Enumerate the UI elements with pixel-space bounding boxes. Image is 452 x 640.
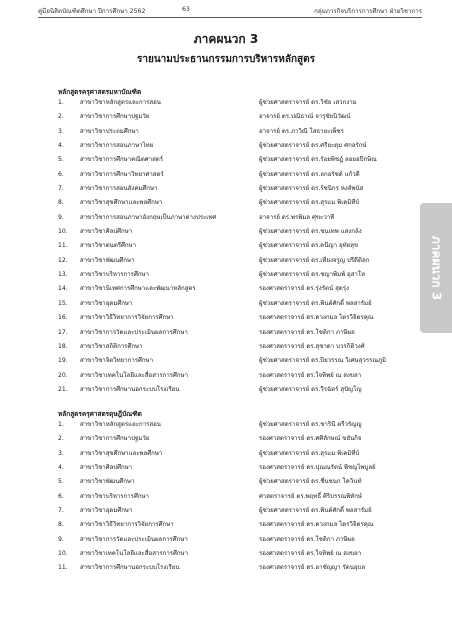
major-name: สาขาวิชานิเทศการศึกษาและพัฒนาหลักสูตร xyxy=(80,285,196,293)
major-name: สาขาวิชาพัฒนศึกษา xyxy=(80,478,135,486)
doctoral-heading: หลักสูตรครุศาสตรดุษฎีบัณฑิต xyxy=(58,410,142,418)
chair-name: รองศาสตราจารย์ ดร.สุชาดา บวรกิติวงศ์ xyxy=(259,342,365,350)
list-item xyxy=(58,239,418,253)
header-right-text: กลุ่มภารกิจบริการการศึกษา ฝ่ายวิชาการ xyxy=(314,8,422,15)
chair-name: ผู้ช่วยศาสตราจารย์ ดร.สุรแม พิเคมิที่บ์ xyxy=(259,449,360,457)
chair-name: ผู้ช่วยศาสตราจารย์ ดร.พินต์ศักดิ์ พลสารัมย์ xyxy=(259,507,372,515)
major-name: สาขาวิชาการวัดและประเมินผลการศึกษา xyxy=(80,328,188,336)
appendix-side-tab xyxy=(420,203,452,333)
list-item xyxy=(58,418,418,432)
chair-name: รองศาสตราจารย์ ดร.ใจทิพย์ ณ สงขลา xyxy=(259,550,362,558)
chair-name: ผู้ช่วยศาสตราจารย์ ดร.ศรียะดุม ศกลรักษ์ xyxy=(259,142,367,150)
item-number: 13. xyxy=(58,271,68,279)
item-number: 5. xyxy=(58,156,64,164)
chair-name: รองศาสตราจารย์ ดร.ดวงกมล ไตรวิจิตรคุณ xyxy=(259,521,374,529)
list-item xyxy=(58,518,418,532)
major-name: สาขาวิชาจิตวิทยาการศึกษา xyxy=(80,357,154,365)
chair-name: ผู้ช่วยศาสตราจารย์ ดร.ชื่นชนก โควินท์ xyxy=(259,478,362,486)
item-number: 3. xyxy=(58,127,64,135)
list-item xyxy=(58,225,418,239)
major-name: สาขาวิชาการศึกษานอกระบบโรงเรียน xyxy=(80,385,180,393)
item-number: 1. xyxy=(58,421,64,428)
item-number: 2. xyxy=(58,113,64,121)
item-number: 6. xyxy=(58,170,64,178)
chair-name: รองศาสตราจารย์ ดร.อาชัญญา รัตนอุบล xyxy=(259,564,366,572)
item-number: 11. xyxy=(58,564,68,572)
chair-name: ผู้ช่วยศาสตราจารย์ ดร.ร้ชนิกร หงส์พนัส xyxy=(259,185,364,193)
chair-name: รองศาสตราจารย์ ดร.ใจทิพย์ ณ สงขลา xyxy=(259,371,362,379)
item-number: 21. xyxy=(58,385,68,393)
item-number: 8. xyxy=(58,521,64,529)
page-number: 63 xyxy=(182,6,190,13)
list-item xyxy=(58,297,418,311)
list-item xyxy=(58,383,418,397)
page-header xyxy=(38,6,422,17)
chair-name: ผู้ช่วยศาสตราจารย์ ดร.ปิยวรรณ วิเศษสุวรรณภูมิ xyxy=(259,357,387,365)
item-number: 9. xyxy=(58,213,64,221)
side-tab-label: ภาคผนวก 3 xyxy=(429,235,444,301)
item-number: 11. xyxy=(58,242,68,250)
list-item xyxy=(58,475,418,489)
chair-name: ผู้ช่วยศาสตราจารย์ ดร.วีรฉัตร์ สุปัญโญ xyxy=(259,385,362,393)
chair-name: ผู้ช่วยศาสตราจารย์ ดร.ชนเทพ แสงกล้ง xyxy=(259,228,362,236)
chair-name: รองศาสตราจารย์ ดร.รุ่งรัตน์ สุดรุ่ง xyxy=(259,285,350,293)
item-number: 4. xyxy=(58,142,64,150)
masters-list xyxy=(58,96,418,397)
item-number: 7. xyxy=(58,507,64,515)
list-item xyxy=(58,504,418,518)
item-number: 8. xyxy=(58,199,64,207)
list-item xyxy=(58,533,418,547)
chair-name: รองศาสตราจารย์ ดร.ดวงกมล ไตรวิจิตรคุณ xyxy=(259,314,374,322)
list-item xyxy=(58,139,418,153)
list-item xyxy=(58,490,418,504)
item-number: 15. xyxy=(58,299,68,307)
major-name: สาขาวิชาหลักสูตรและการสอน xyxy=(80,421,161,428)
list-item xyxy=(58,153,418,167)
chair-name: รองศาสตราจารย์ ดร.โชติกา ภาษีผล xyxy=(259,535,355,543)
chair-name: ผู้ช่วยศาสตราจารย์ ดร.วิชัย เสวกงาม xyxy=(259,99,357,106)
chair-name: อาจารย์ ดร.พรพิมล ศุขะวาที xyxy=(259,213,335,221)
list-item xyxy=(58,340,418,354)
major-name: สาขาวิชาประถมศึกษา xyxy=(80,127,139,135)
major-name: สาขาวิชาเทคโนโลยีและสื่อสารการศึกษา xyxy=(80,550,189,558)
major-name: สาขาวิชาพัฒนศึกษา xyxy=(80,256,135,264)
major-name: สาขาวิชาการวัดและประเมินผลการศึกษา xyxy=(80,535,188,543)
chair-name: รองศาสตราจารย์ ดร.ปุณณรัตน์ พิชญไพบูลย์ xyxy=(259,464,376,472)
chair-name: ผู้ช่วยศาสตราจารย์ ดร.ชารินี ตรีวรัญญู xyxy=(259,421,362,428)
item-number: 3. xyxy=(58,449,64,457)
chair-name: รองศาสตราจารย์ ดร.ศศิลักษณ์ ขยันกิจ xyxy=(259,435,362,443)
list-item xyxy=(58,282,418,296)
major-name: สาขาวิชาสถิติการศึกษา xyxy=(80,342,143,350)
item-number: 7. xyxy=(58,185,64,193)
chair-name: ผู้ช่วยศาสตราจารย์ ดร.สุรแม พิเคมิที่บ์ xyxy=(259,199,360,207)
list-item xyxy=(58,96,418,110)
major-name: สาขาวิชาดนตรีศึกษา xyxy=(80,242,137,250)
list-item xyxy=(58,125,418,139)
major-name: สาขาวิชาบริหารการศึกษา xyxy=(80,271,149,279)
item-number: 18. xyxy=(58,342,68,350)
chair-name: ผู้ช่วยศาสตราจารย์ ดร.ดนีญา อุทัยสุข xyxy=(259,242,359,250)
major-name: สาขาวิชาสุขศึกษาและพลศึกษา xyxy=(80,199,163,207)
chair-name: ผู้ช่วยศาสตราจารย์ ดร.เที่ยงจรูญ ปรีดีติลก xyxy=(259,256,370,264)
list-item xyxy=(58,547,418,561)
major-name: สาขาวิชาวิธีวิทยาการวิจัยการศึกษา xyxy=(80,521,174,529)
list-item xyxy=(58,432,418,446)
item-number: 9. xyxy=(58,535,64,543)
list-item xyxy=(58,211,418,225)
major-name: สาขาวิชาอุดมศึกษา xyxy=(80,299,133,307)
list-item xyxy=(58,326,418,340)
list-item xyxy=(58,268,418,282)
list-item xyxy=(58,447,418,461)
chair-name: อาจารย์ ดร.ภาวิณี โสธายะเพ็ชร xyxy=(259,127,344,135)
item-number: 10. xyxy=(58,228,68,236)
chair-name: ผู้ช่วยศาสตราจารย์ ดร.ร้อยพิชฎ์ ลอยอปีกษิณ xyxy=(259,156,377,164)
major-name: สาขาวิชาการสอนภาษาไทย xyxy=(80,142,154,150)
list-item xyxy=(58,168,418,182)
list-item xyxy=(58,369,418,383)
major-name: สาขาวิชาการศึกษานอกระบบโรงเรียน xyxy=(80,564,180,572)
major-name: สาขาวิชาศิลปศึกษา xyxy=(80,228,133,236)
major-name: สาขาวิชาการศึกษาปฐมวัย xyxy=(80,113,150,121)
header-rule xyxy=(38,17,422,18)
page-subtitle: รายนามประธานกรรมการบริหารหลักสูตร xyxy=(136,54,315,65)
major-name: สาขาวิชาการสอนสังคมศึกษา xyxy=(80,185,158,193)
page-title: ภาคผนวก 3 xyxy=(193,32,259,46)
major-name: สาขาวิชาวิธีวิทยาการวิจัยการศึกษา xyxy=(80,314,174,322)
header-left-text: คู่มือนิสิตบัณฑิตศึกษา ปีการศึกษา 2562 xyxy=(38,8,146,15)
item-number: 16. xyxy=(58,314,68,322)
major-name: สาขาวิชาเทคโนโลยีและสื่อสารการศึกษา xyxy=(80,371,189,379)
list-item xyxy=(58,182,418,196)
chair-name: ศาสตราจารย์ ดร.พฤทธิ์ ศิริบรรณพิทักษ์ xyxy=(259,492,362,500)
item-number: 14. xyxy=(58,285,68,293)
major-name: สาขาวิชาการศึกษาคณิตศาสตร์ xyxy=(80,156,164,164)
list-item xyxy=(58,311,418,325)
item-number: 12. xyxy=(58,256,68,264)
major-name: สาขาวิชาศิลปศึกษา xyxy=(80,464,133,472)
item-number: 19. xyxy=(58,357,68,365)
chair-name: ผู้ช่วยศาสตราจารย์ ดร.พินต์ศักดิ์ พลสารัมย์ xyxy=(259,299,372,307)
list-item xyxy=(58,461,418,475)
list-item xyxy=(58,354,418,368)
major-name: สาขาวิชาบริหารการศึกษา xyxy=(80,492,149,500)
list-item xyxy=(58,196,418,210)
item-number: 17. xyxy=(58,328,68,336)
item-number: 4. xyxy=(58,464,64,472)
major-name: สาขาวิชาการศึกษาปฐมวัย xyxy=(80,435,150,443)
item-number: 6. xyxy=(58,492,64,500)
item-number: 20. xyxy=(58,371,68,379)
major-name: สาขาวิชาอุดมศึกษา xyxy=(80,507,133,515)
item-number: 10. xyxy=(58,550,68,558)
chair-name: รองศาสตราจารย์ ดร.โชติกา ภาษีผล xyxy=(259,328,355,336)
major-name: สาขาวิชาการศึกษาวิทยาศาสตร์ xyxy=(80,170,164,178)
list-item xyxy=(58,110,418,124)
chair-name: ผู้ช่วยศาสตราจารย์ ดร.ลกอรัชด์ แก้วดี xyxy=(259,170,360,178)
chair-name: อาจารย์ ดร.ปณิธาณ์ จารุชัยนิวัฒน์ xyxy=(259,113,351,121)
major-name: สาขาวิชาหลักสูตรและการสอน xyxy=(80,99,161,106)
doctoral-list xyxy=(58,418,418,576)
item-number: 5. xyxy=(58,478,64,486)
major-name: สาขาวิชาสุขศึกษาและพลศึกษา xyxy=(80,449,163,457)
list-item xyxy=(58,561,418,575)
item-number: 2. xyxy=(58,435,64,443)
item-number: 1. xyxy=(58,99,64,106)
major-name: สาขาวิชาการสอนภาษาอังกฤษเป็นภาษาต่างประเทศ xyxy=(80,213,217,221)
masters-heading: หลักสูตรครุศาสตรมหาบัณฑิต xyxy=(58,88,142,96)
list-item xyxy=(58,254,418,268)
chair-name: ผู้ช่วยศาสตราจารย์ ดร.ชญาพิมพ์ อุสาโห xyxy=(259,271,366,279)
